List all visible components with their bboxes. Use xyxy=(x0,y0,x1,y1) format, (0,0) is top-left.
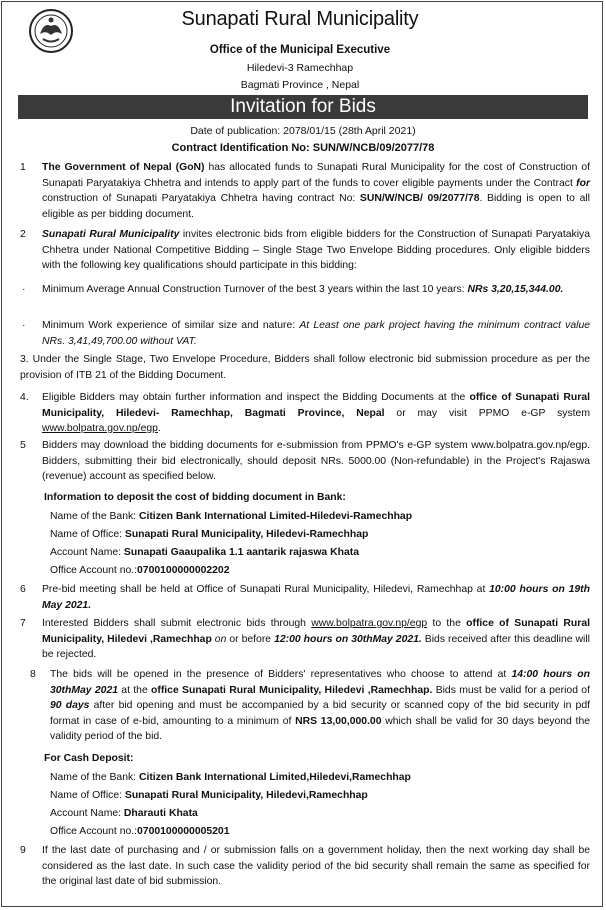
para-7-text-a: Interested Bidders shall submit electronic bids through xyxy=(42,618,312,629)
bank2-value-account-name: Dharauti Khata xyxy=(123,808,198,819)
para-1-contract-no: SUN/W/NCB/ 09/2077/78 xyxy=(359,193,480,204)
bank2-label-office: Name of Office: xyxy=(50,790,125,801)
bank1-value-account-no: 0700100000002202 xyxy=(137,565,230,576)
para-9-number: 9 xyxy=(20,845,26,856)
bank1-row-account-name xyxy=(50,546,590,560)
para-2-number: 2 xyxy=(20,229,26,240)
para-6 xyxy=(42,582,590,613)
egp-link-1[interactable]: www.bolpatra.gov.np/egp xyxy=(42,423,158,434)
para-4-text-a: Eligible Bidders may obtain further information and inspect the Bidding Documents at the xyxy=(42,392,470,403)
para-8-office: office Sunapati Rural Municipality, Hiledevi ,Ramechhap. xyxy=(151,684,433,696)
bullet-1-symbol: · xyxy=(22,284,26,295)
para-6-number: 6 xyxy=(20,584,26,595)
bank2-row-office xyxy=(50,789,590,803)
bank1-label-office: Name of Office: xyxy=(50,529,125,540)
para-8-text-d: after bid opening and must be accompanied by a bid security or scanned copy of the bid security in pdf format in case of e-bid, amounting to a minimum of xyxy=(50,700,590,727)
para-4-office: office of Sunapati Rural Municipality, Hiledevi- Ramechhap, Bagmati Province, Nepal xyxy=(42,392,590,419)
para-2-text: invites electronic bids from eligible bidders for the Construction of Sunapati Paryatakiya Chhetra under National Competitive Bidding – Single Stage Two Envelope Bidding procedures. Only eligible bidders with the following key qualifications should participate in this bidding: xyxy=(42,229,590,271)
bank2-row-bank xyxy=(50,771,590,785)
bullet-2 xyxy=(42,318,590,349)
para-4 xyxy=(42,390,590,437)
bank2-row-account-name xyxy=(50,807,590,821)
bank2-label-bank: Name of the Bank: xyxy=(50,772,139,783)
para-8-number: 8 xyxy=(30,669,36,680)
address-line-2: Bagmati Province , Nepal xyxy=(240,79,360,91)
para-4-text-c: . xyxy=(157,423,161,434)
bank2-value-account-no: 0700100000005201 xyxy=(137,826,230,837)
para-1-text-a: has allocated funds to Sunapati Rural Municipality for the cost of Construction of Sunapati Paryatakiya Chhetra and intends to apply part of the funds to cover eligible payments under the Contract xyxy=(42,162,590,189)
bank1-value-office: Sunapati Rural Municipality, Hiledevi-Ramechhap xyxy=(124,529,369,540)
bullet-2-symbol: · xyxy=(22,320,26,331)
para-8 xyxy=(50,667,590,745)
egp-link-2[interactable]: www.bolpatra.gov.np/egp xyxy=(311,618,428,629)
para-1-text-b: construction of Sunapati Paryatakiya Chhetra having contract No: xyxy=(42,193,360,204)
para-8-days: 90 days xyxy=(50,700,90,711)
para-2-lead: Sunapati Rural Municipality xyxy=(42,229,180,240)
address-line-1: Hiledevi-3 Ramechhap xyxy=(246,62,354,74)
para-1 xyxy=(42,160,590,222)
para-3 xyxy=(20,352,590,383)
bank1-row-office xyxy=(50,528,590,542)
para-7-text-c: or before xyxy=(226,633,275,645)
para-8-text-e: which shall be valid for 30 days beyond the validity period of the bid. xyxy=(50,715,591,742)
para-1-number: 1 xyxy=(20,162,26,173)
bank-info-heading: Information to deposit the cost of bidding document in Bank: xyxy=(44,492,346,503)
bank1-label-bank: Name of the Bank: xyxy=(50,511,139,522)
bank1-label-account-no: Office Account no.: xyxy=(50,565,138,576)
para-1-text-c: . Bidding is open to all eligible as per bidding document. xyxy=(42,193,590,220)
cash-deposit-heading: For Cash Deposit: xyxy=(44,753,134,764)
para-8-amount: NRS 13,00,000.00 xyxy=(295,715,382,727)
bank2-label-account-name: Account Name: xyxy=(50,808,124,819)
bank2-value-bank: Citizen Bank International Limited,Hiledevi,Ramechhap xyxy=(138,772,411,783)
para-8-text-b: at the xyxy=(118,684,152,696)
bullet-1-text: Minimum Average Annual Construction Turnover of the best 3 years within the last 10 years: xyxy=(42,284,468,295)
para-7 xyxy=(42,616,590,663)
bank1-row-account-no xyxy=(50,564,590,578)
para-7-number: 7 xyxy=(20,618,26,629)
para-8-text-c: Bids must be valid for a period of xyxy=(432,684,590,696)
invitation-banner: Invitation for Bids xyxy=(18,95,588,119)
para-7-office: office of Sunapati Rural Municipality, Hiledevi ,Ramechhap xyxy=(42,618,590,645)
bank2-row-account-no xyxy=(50,825,590,839)
para-8-time: 14:00 hours on 30thMay 2021 xyxy=(50,669,590,696)
bullet-1-value: NRs 3,20,15,344.00. xyxy=(467,284,564,295)
para-5: Bidders may download the bidding documents for e-submission from PPMO's e-GP system www.bolpatra.gov.np/egp. Bidders, submitting their bid electronically, should deposit NRs. 5000.00 (Non-refundable) in the Project's Rajaswa (revenue) account as specified below. xyxy=(42,440,590,482)
bullet-2-value: At Least one park project having the minimum contract value NRs. 3,41,49,700.00 without VAT. xyxy=(42,320,590,347)
bank2-value-office: Sunapati Rural Municipality, Hiledevi,Ramechhap xyxy=(124,790,368,801)
para-5-number: 5 xyxy=(20,440,26,451)
bank2-label-account-no: Office Account no.: xyxy=(50,826,138,837)
bullet-2-text: Minimum Work experience of similar size and nature: xyxy=(42,320,300,331)
para-7-text-b: to the xyxy=(427,618,467,629)
para-7-text-d: Bids received after this deadline will be rejected. xyxy=(42,633,590,660)
bank1-value-bank: Citizen Bank International Limited-Hiledevi-Ramechhap xyxy=(138,511,413,522)
bullet-1 xyxy=(42,282,590,298)
para-1-text-for: for xyxy=(576,177,590,189)
bank1-row-bank xyxy=(50,510,590,524)
para-1-lead: The Government of Nepal (GoN) xyxy=(42,162,205,173)
para-8-text-a: The bids will be opened in the presence of Bidders' representatives who choose to attend at xyxy=(50,669,512,680)
para-3-text: Under the Single Stage, Two Envelope Procedure, Bidders shall follow electronic bid submission procedure as per the provision of ITB 21 of the Bidding Document. xyxy=(20,354,590,381)
para-6-time: 10:00 hours on 19th May 2021. xyxy=(42,584,590,611)
para-6-text: Pre-bid meeting shall be held at Office of Sunapati Rural Municipality, Hiledevi, Ramechhap at xyxy=(42,584,490,595)
contract-id: Contract Identification No: SUN/W/NCB/09/2077/78 xyxy=(171,142,435,154)
para-4-text-b: or may visit PPMO e-GP system xyxy=(384,407,590,419)
nepal-emblem-icon xyxy=(28,8,74,54)
para-9: If the last date of purchasing and / or submission falls on a government holiday, then the next working day shall be considered as the last date. In such case the validity period of the bid security shall remain the same as specified for the original last date of bid submission. xyxy=(42,845,590,887)
office-name: Office of the Municipal Executive xyxy=(209,44,391,56)
bank1-value-account-name: Sunapati Gaaupalika 1.1 aantarik rajaswa Khata xyxy=(123,547,359,558)
publication-date: Date of publication: 2078/01/15 (28th April 2021) xyxy=(190,125,416,137)
para-3-number: 3. xyxy=(20,354,29,365)
para-7-text-on: on xyxy=(211,633,227,645)
para-4-number: 4. xyxy=(20,392,29,403)
municipality-title: Sunapati Rural Municipality xyxy=(181,8,419,30)
bank1-label-account-name: Account Name: xyxy=(50,547,124,558)
para-2 xyxy=(42,227,590,274)
para-7-deadline: 12:00 hours on 30thMay 2021. xyxy=(274,633,422,645)
